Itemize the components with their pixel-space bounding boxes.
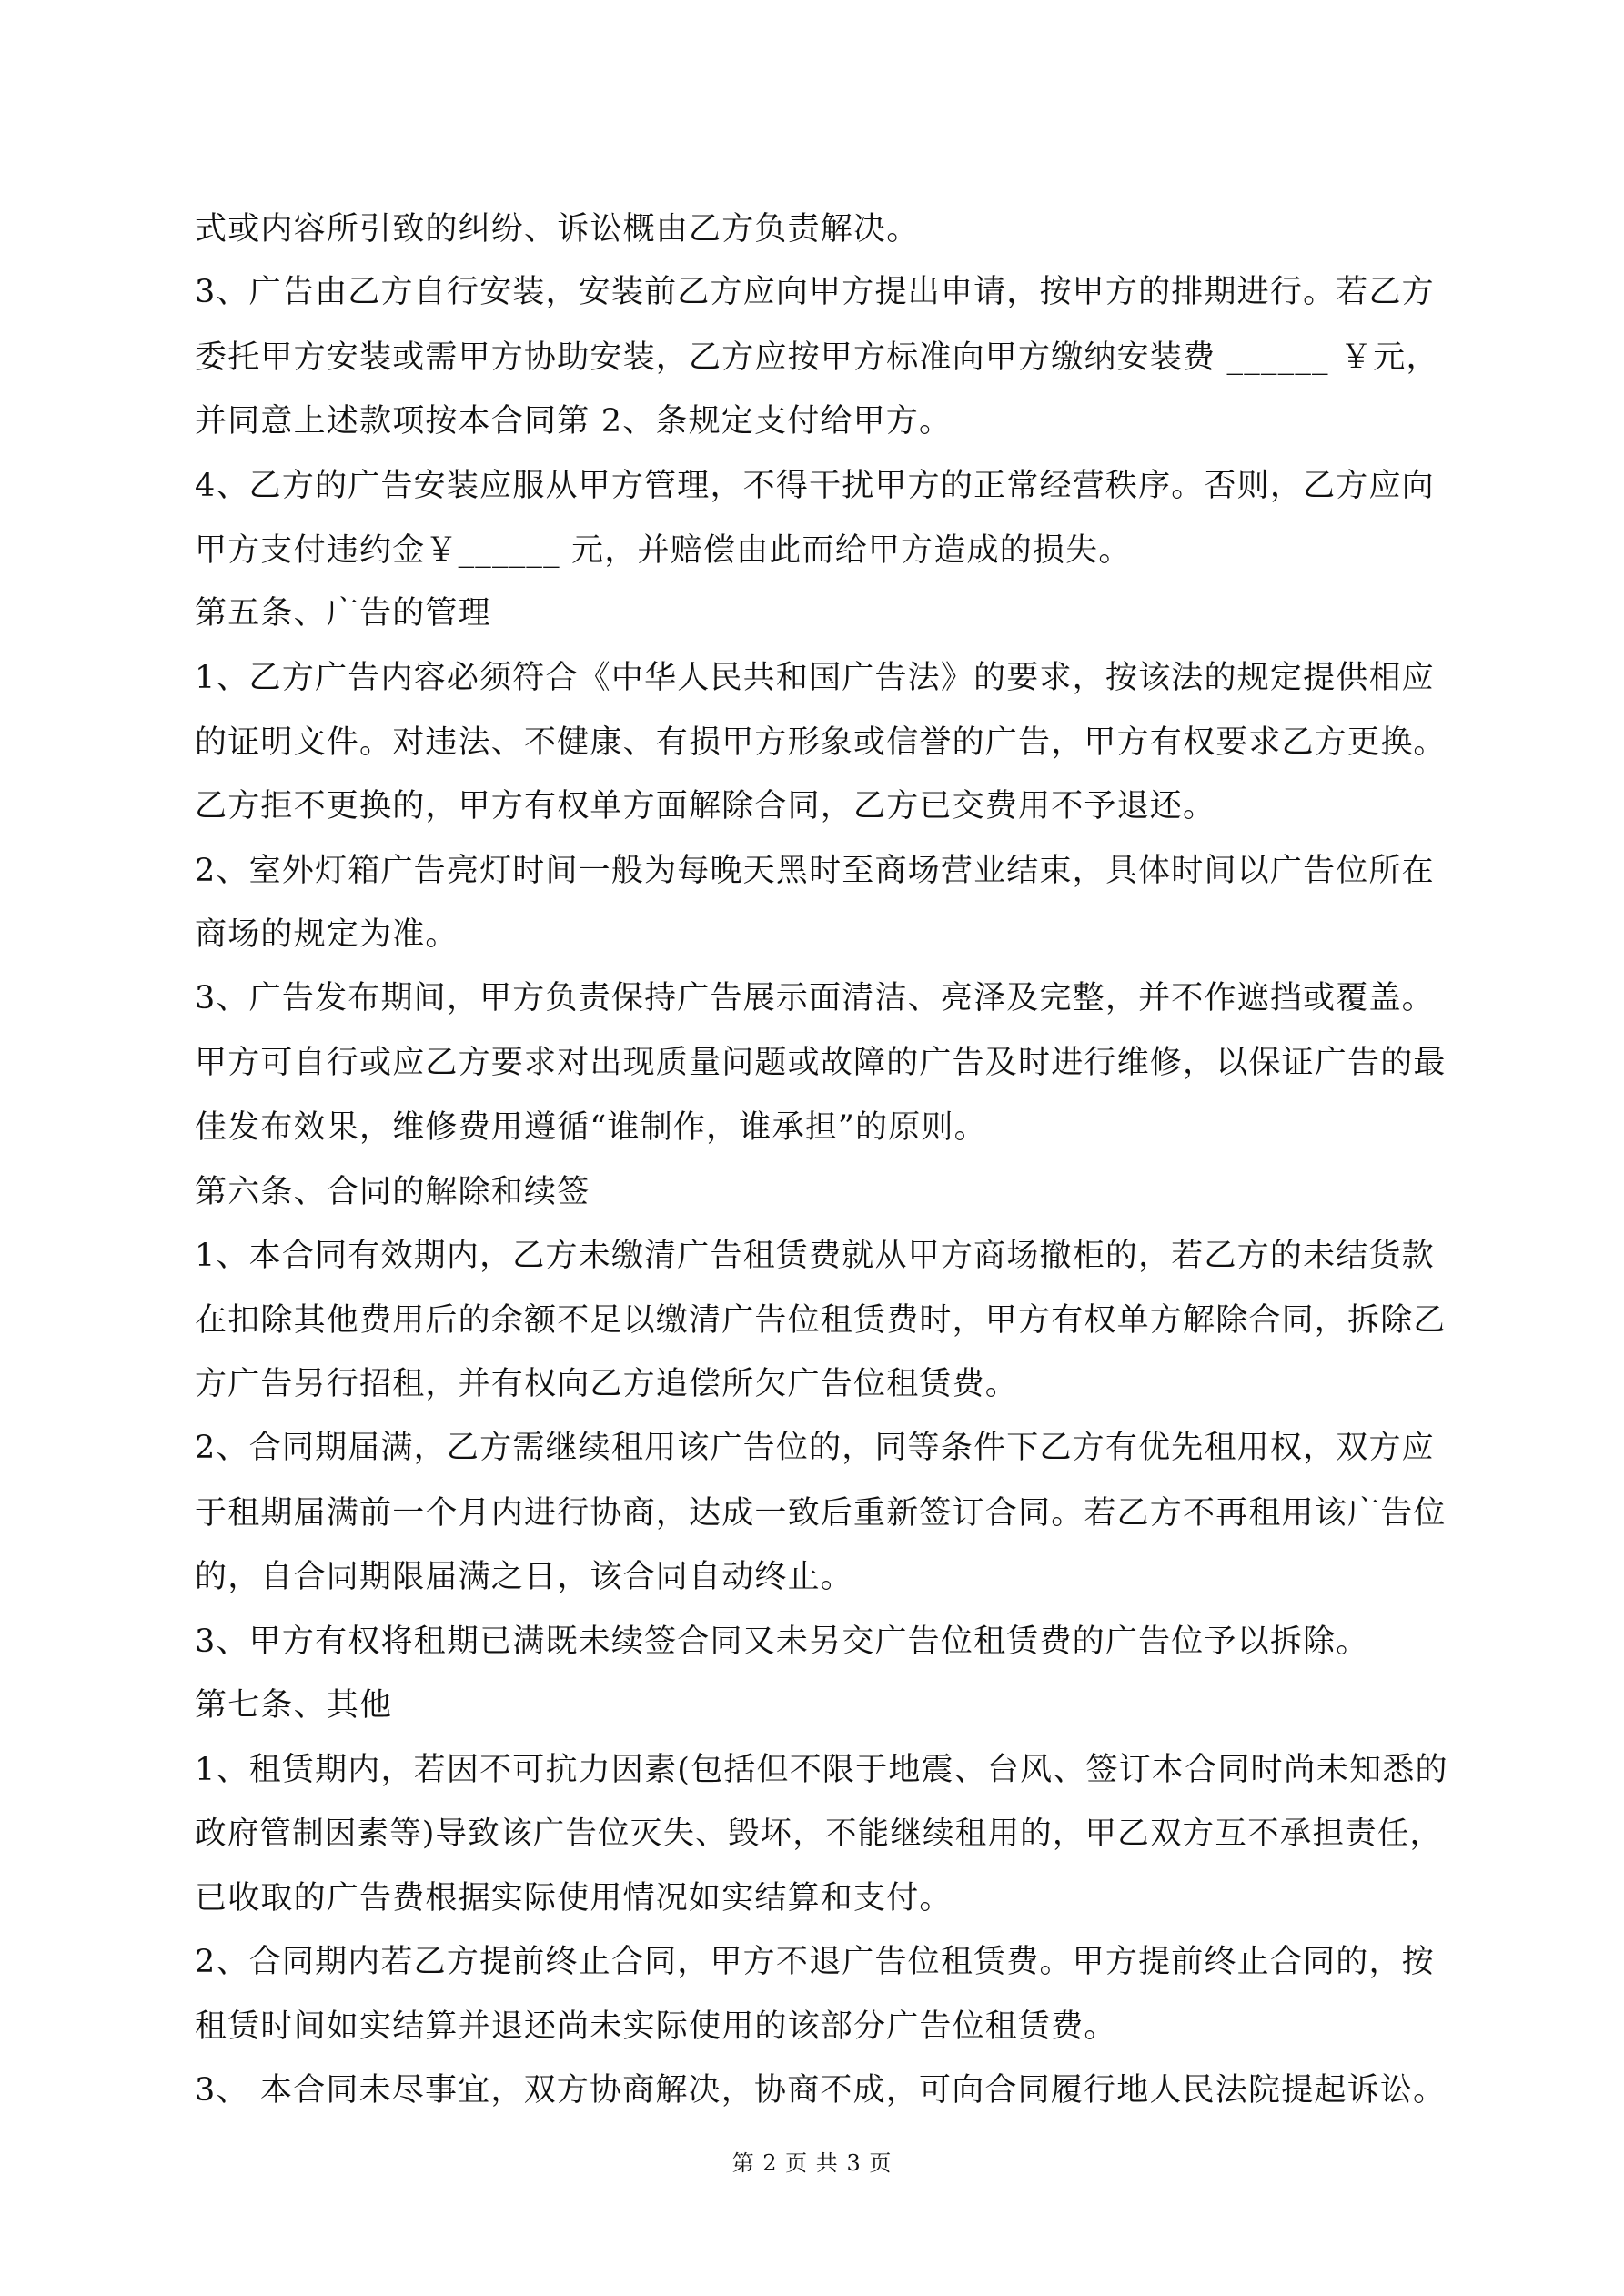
text-line: 1、乙方广告内容必须符合《中华人民共和国广告法》的要求，按该法的规定提供相应 bbox=[195, 660, 1435, 696]
text-line: 方广告另行招租，并有权向乙方追偿所欠广告位租赁费。 bbox=[195, 1366, 1019, 1402]
text-line: 甲方可自行或应乙方要求对出现质量问题或故障的广告及时进行维修，以保证广告的最 bbox=[195, 1045, 1447, 1081]
section-heading: 第六条、合同的解除和续签 bbox=[195, 1174, 590, 1210]
text-line: 1、本合同有效期内，乙方未缴清广告租赁费就从甲方商场撤柜的，若乙方的未结货款 bbox=[195, 1238, 1435, 1274]
text-line: 在扣除其他费用后的余额不足以缴清广告位租赁费时，甲方有权单方解除合同，拆除乙 bbox=[195, 1302, 1447, 1339]
section-heading: 第五条、广告的管理 bbox=[195, 595, 491, 632]
text-line: 已收取的广告费根据实际使用情况如实结算和支付。 bbox=[195, 1880, 953, 1917]
text-line: 佳发布效果，维修费用遵循“谁制作，谁承担”的原则。 bbox=[195, 1109, 987, 1146]
text-line: 式或内容所引致的纠纷、诉讼概由乙方负责解决。 bbox=[195, 211, 920, 248]
text-line: 3、广告由乙方自行安装，安装前乙方应向甲方提出申请，按甲方的排期进行。若乙方 bbox=[195, 274, 1435, 310]
text-line: 3、广告发布期间，甲方负责保持广告展示面清洁、亮泽及完整，并不作遮挡或覆盖。 bbox=[195, 980, 1435, 1017]
text-line: 并同意上述款项按本合同第 2、条规定支付给甲方。 bbox=[195, 403, 953, 440]
text-line: 的证明文件。对违法、不健康、有损甲方形象或信誉的广告，甲方有权要求乙方更换。 bbox=[195, 724, 1447, 761]
text-line: 乙方拒不更换的，甲方有权单方面解除合同，乙方已交费用不予退还。 bbox=[195, 788, 1216, 824]
text-line: 委托甲方安装或需甲方协助安装，乙方应按甲方标准向甲方缴纳安装费 ______ ￥元， bbox=[195, 339, 1439, 376]
text-line: 2、室外灯箱广告亮灯时间一般为每晚天黑时至商场营业结束，具体时间以广告位所在 bbox=[195, 853, 1435, 889]
text-line: 3、 本合同未尽事宜，双方协商解决，协商不成，可向合同履行地人民法院提起诉讼。 bbox=[195, 2072, 1447, 2109]
section-heading: 第七条、其他 bbox=[195, 1687, 393, 1724]
text-line: 2、合同期内若乙方提前终止合同，甲方不退广告位租赁费。甲方提前终止合同的，按 bbox=[195, 1944, 1435, 1980]
text-line: 的，自合同期限届满之日，该合同自动终止。 bbox=[195, 1559, 854, 1595]
text-line: 商场的规定为准。 bbox=[195, 916, 459, 953]
text-line: 租赁时间如实结算并退还尚未实际使用的该部分广告位租赁费。 bbox=[195, 2008, 1117, 2045]
text-line: 4、乙方的广告安装应服从甲方管理，不得干扰甲方的正常经营秩序。否则，乙方应向 bbox=[195, 468, 1435, 504]
text-line: 甲方支付违约金￥______ 元，并赔偿由此而给甲方造成的损失。 bbox=[195, 532, 1132, 569]
text-line: 政府管制因素等)导致该广告位灭失、毁坏，不能继续租用的，甲乙双方互不承担责任， bbox=[195, 1816, 1443, 1852]
text-line: 2、合同期届满，乙方需继续租用该广告位的，同等条件下乙方有优先租用权，双方应 bbox=[195, 1430, 1435, 1466]
text-line: 于租期届满前一个月内进行协商，达成一致后重新签订合同。若乙方不再租用该广告位 bbox=[195, 1495, 1447, 1532]
text-line: 3、甲方有权将租期已满既未续签合同又未另交广告位租赁费的广告位予以拆除。 bbox=[195, 1623, 1369, 1660]
page-number-footer: 第 2 页 共 3 页 bbox=[731, 2150, 893, 2176]
text-line: 1、租赁期内，若因不可抗力因素(包括但不限于地震、台风、签订本合同时尚未知悉的 bbox=[195, 1752, 1448, 1788]
